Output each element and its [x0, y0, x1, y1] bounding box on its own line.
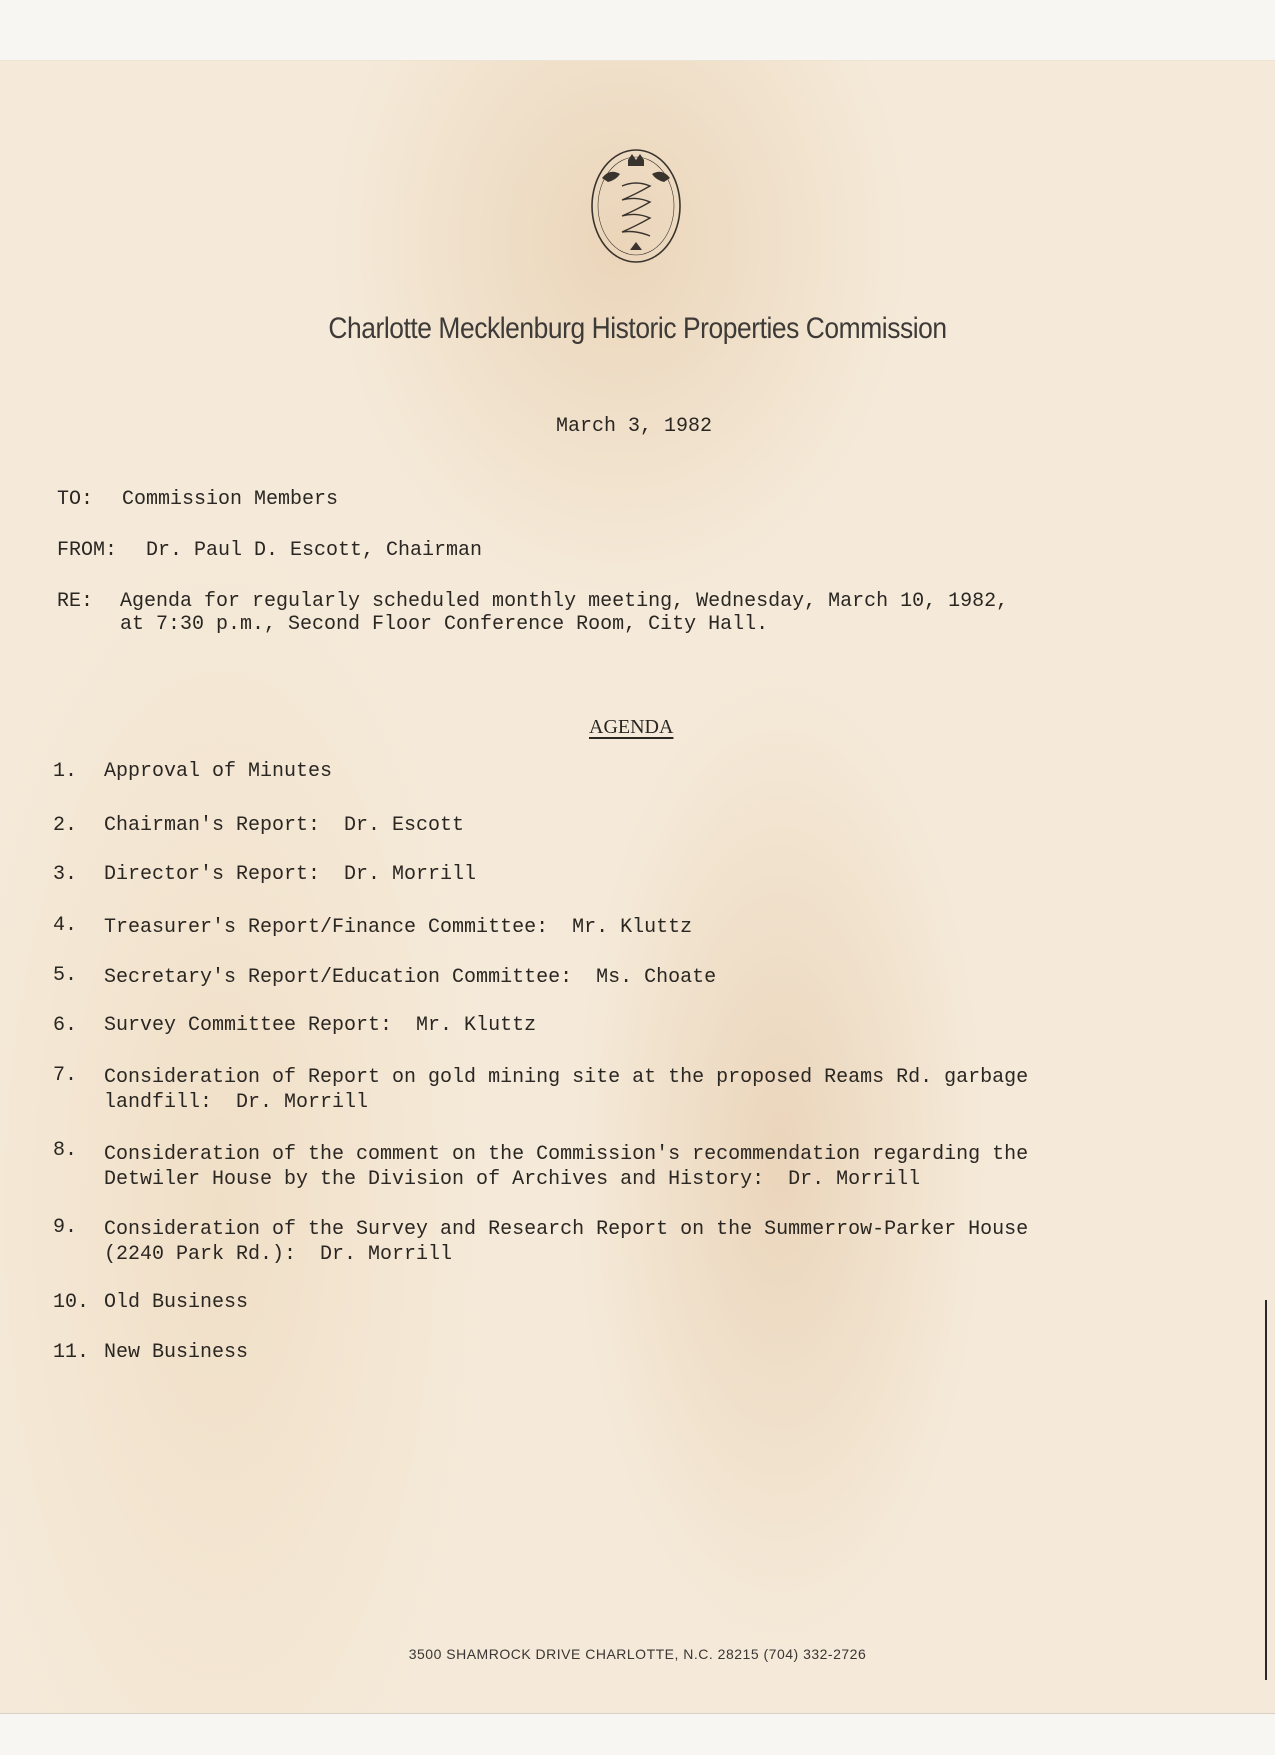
agenda-item-text: Treasurer's Report/Finance Committee: Mr. Kluttz	[104, 916, 693, 939]
agenda-item-text: Detwiler House by the Division of Archives and History: Dr. Morrill	[104, 1168, 921, 1191]
agenda-item-text: Consideration of the Survey and Research Report on the Summerrow-Parker House	[104, 1218, 1029, 1241]
agenda-item-text: New Business	[104, 1341, 249, 1364]
agenda-item-text: Approval of Minutes	[104, 760, 333, 783]
agenda-item-text: Consideration of the comment on the Commission's recommendation regarding the	[104, 1143, 1029, 1166]
agenda-heading: AGENDA	[589, 716, 674, 738]
agenda-item-number: 11.	[53, 1341, 90, 1364]
from-sender: Dr. Paul D. Escott, Chairman	[146, 539, 483, 562]
memo-page	[0, 60, 1275, 1714]
agenda-item-number: 9.	[53, 1216, 78, 1239]
agenda-item-number: 8.	[53, 1139, 78, 1162]
re-subject-line: Agenda for regularly scheduled monthly meeting, Wednesday, March 10, 1982,	[120, 590, 1009, 613]
agenda-item-number: 1.	[53, 760, 78, 783]
re-subject-line: at 7:30 p.m., Second Floor Conference Room, City Hall.	[120, 613, 769, 636]
agenda-item-text: (2240 Park Rd.): Dr. Morrill	[104, 1243, 453, 1266]
agenda-item-text: Secretary's Report/Education Committee: Ms. Choate	[104, 966, 717, 989]
agenda-item-number: 4.	[53, 914, 78, 937]
agenda-item-text: Old Business	[104, 1291, 249, 1314]
agenda-item-number: 2.	[53, 814, 78, 837]
agenda-item-text: Chairman's Report: Dr. Escott	[104, 814, 465, 837]
agenda-item-number: 5.	[53, 964, 78, 987]
agenda-item-number: 3.	[53, 863, 78, 886]
agenda-item-text: landfill: Dr. Morrill	[104, 1091, 369, 1114]
agenda-item-number: 10.	[53, 1291, 90, 1314]
commission-seal-icon	[588, 142, 684, 266]
agenda-item-text: Consideration of Report on gold mining site at the proposed Reams Rd. garbage	[104, 1066, 1029, 1089]
to-label: TO:	[57, 488, 94, 511]
letterhead-title: Charlotte Mecklenburg Historic Properties Commission	[328, 312, 947, 345]
page-edge-line	[1265, 1300, 1267, 1680]
memo-date: March 3, 1982	[556, 415, 713, 438]
agenda-item-text: Survey Committee Report: Mr. Kluttz	[104, 1014, 537, 1037]
agenda-item-number: 7.	[53, 1064, 78, 1087]
letterhead-footer-address: 3500 SHAMROCK DRIVE CHARLOTTE, N.C. 28215 (704) 332-2726	[408, 1646, 867, 1662]
agenda-item-number: 6.	[53, 1014, 78, 1037]
agenda-item-text: Director's Report: Dr. Morrill	[104, 863, 477, 886]
re-label: RE:	[57, 590, 94, 613]
from-label: FROM:	[57, 539, 118, 562]
re-subject	[120, 590, 1008, 636]
to-recipients: Commission Members	[122, 488, 339, 511]
